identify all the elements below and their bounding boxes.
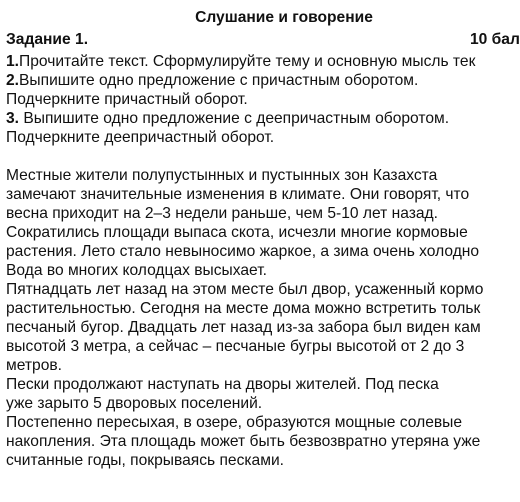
text-line: растительностью. Сегодня на месте дома можно встретить тольк [6, 300, 481, 317]
text-line: уже зарыто 5 дворовых поселений. [6, 395, 263, 412]
text-line: Местные жители полупустынных и пустынных зон Казахста [6, 167, 438, 184]
instruction-text: Подчеркните деепричастный оборот. [6, 129, 275, 146]
text-line: высотой 3 метра, а сейчас – песчаные бугры высотой от 2 до 3 [6, 338, 465, 355]
text-line: Сократились площади выпаса скота, исчезли многие кормовые [6, 224, 468, 241]
text-line: Пески продолжают наступать на дворы жителей. Под песка [6, 376, 439, 393]
text-line: метров. [6, 357, 62, 374]
instruction-line [6, 52, 475, 71]
instruction-text: Прочитайте текст. Сформулируйте тему и основную мысль тек [19, 53, 476, 70]
text-line: растения. Лето стало невыносимо жаркое, а зима очень холодно [6, 243, 480, 260]
instruction-line [6, 109, 449, 128]
instruction-number: 1. [6, 53, 20, 70]
instruction-line [6, 128, 274, 147]
task-score: 10 бал [470, 31, 520, 48]
text-line: Вода во многих колодцах высыхает. [6, 262, 267, 279]
text-line: замечают значительные изменения в климате. Они говорят, что [6, 186, 470, 203]
text-line: считанные годы, покрываясь песками. [6, 452, 284, 469]
text-line: Пятнадцать лет назад на этом месте был двор, усаженный кормо [6, 281, 484, 298]
instruction-text: Выпишите одно предложение с деепричастным оборотом. [19, 110, 450, 127]
task-label: Задание 1. [6, 31, 89, 48]
instruction-text: Подчеркните причастный оборот. [6, 91, 248, 108]
text-line: весна приходит на 2–3 недели раньше, чем 5-10 лет назад. [6, 205, 438, 222]
instruction-line [6, 90, 248, 109]
instruction-text: Выпишите одно предложение с причастным оборотом. [19, 72, 419, 89]
text-line: песчаный бугор. Двадцать лет назад из-за забора был виден кам [6, 319, 481, 336]
document-title: Слушание и говорение [195, 9, 373, 26]
instruction-line [6, 71, 418, 90]
instruction-number: 2. [6, 72, 20, 89]
text-line: накопления. Эта площадь может быть безвозвратно утеряна уже [6, 433, 481, 450]
text-line: Постепенно пересыхая, в озере, образуются мощные солевые [6, 414, 463, 431]
instruction-number: 3. [6, 110, 20, 127]
